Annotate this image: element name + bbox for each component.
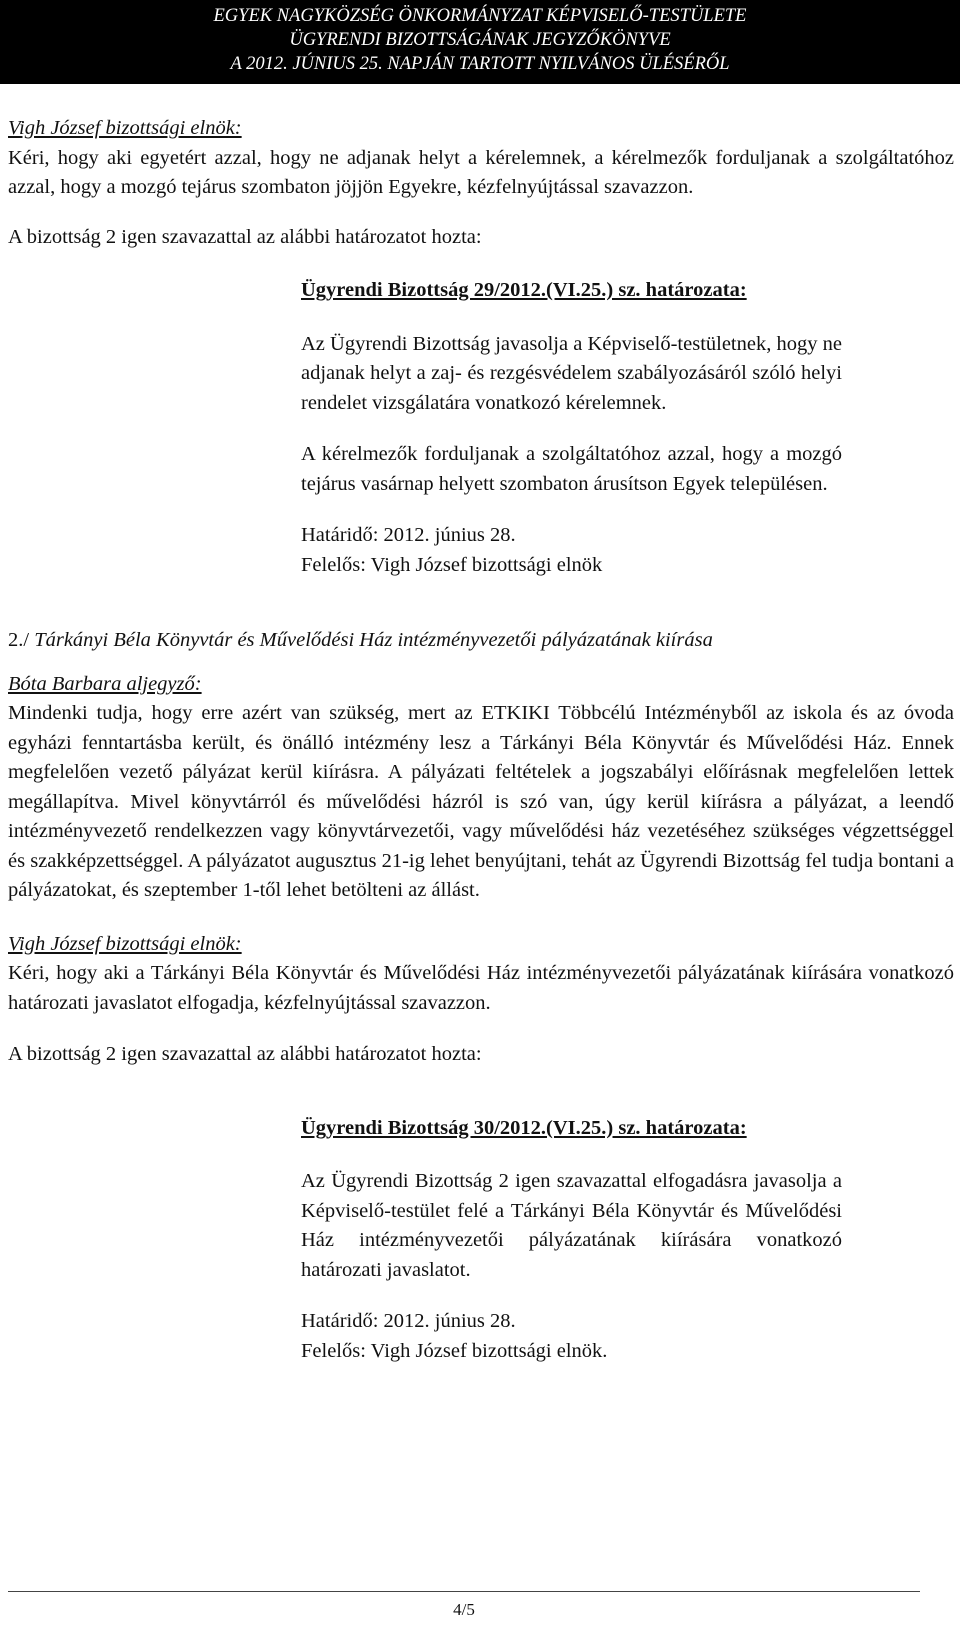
vote-result: A bizottság 2 igen szavazattal az alábbi határozatot hozta: xyxy=(8,225,482,248)
footer-divider xyxy=(8,1591,920,1592)
resolution-deadline: Határidő: 2012. június 28. xyxy=(301,1310,516,1332)
page-number: 4/5 xyxy=(453,1600,475,1619)
speech-text: Mindenki tudja, hogy erre azért van szükség, mert az ETKIKI Többcélú Intézményből az iskola és az óvoda egyházi fenntartásba került, és önálló intézmény lesz a Tárkányi Béla Könyvtár és Művelődési Ház. Ennek megfelelően vezető pályázat kerül kiírásra. A pályázati feltételek a jogszabályi előírásnak megfelelően lettek megállapítva. Mivel könyvtárról és művelődési házról is szó van, úgy kerül kiírásra a pályázat, a leendő intézményvezető rendelkezzen vagy könyvtárvezetői, vagy művelődési ház vezetéséhez szükséges végzettséggel és szakképzettséggel. A pályázatot augusztus 21-ig lehet benyújtani, tehát az Ügyrendi Bizottság fel tudja bontani a pályázatokat, és szeptember 1-től lehet betölteni az állást. xyxy=(8,702,954,901)
speaker-name: Vigh József bizottsági elnök: xyxy=(8,932,242,955)
speech-text: Kéri, hogy aki a Tárkányi Béla Könyvtár és Művelődési Ház intézményvezetői pályázatának kiírására vonatkozó határozati javaslatot elfogadja, kézfelnyújtással szavazzon. xyxy=(8,962,954,1014)
header-line-1: EGYEK NAGYKÖZSÉG ÖNKORMÁNYZAT KÉPVISELŐ-TESTÜLETE xyxy=(213,6,747,26)
speech-text: Kéri, hogy aki egyetért azzal, hogy ne adjanak helyt a kérelemnek, a kérelmezők forduljanak a szolgáltatóhoz azzal, hogy a mozgó tejárus szombaton jöjjön Egyekre, kézfelnyújtással szavazzon. xyxy=(8,146,954,198)
resolution-responsible: Felelős: Vigh József bizottsági elnök. xyxy=(301,1339,608,1362)
section-heading xyxy=(8,626,954,656)
resolution-deadline: Határidő: 2012. június 28. xyxy=(301,524,516,546)
document-header xyxy=(0,0,960,84)
vote-result: A bizottság 2 igen szavazattal az alábbi határozatot hozta: xyxy=(8,1043,482,1065)
resolution-title: Ügyrendi Bizottság 30/2012.(VI.25.) sz. határozata: xyxy=(301,1116,747,1139)
document-body xyxy=(8,84,954,1366)
speaker-name: Vigh József bizottsági elnök: xyxy=(8,117,242,139)
resolution-block xyxy=(301,1114,842,1367)
resolution-paragraph: Az Ügyrendi Bizottság 2 igen szavazattal elfogadásra javasolja a Képviselő-testület felé a Tárkányi Béla Könyvtár és Művelődési Ház intézményvezetői pályázatának kiírására vonatkozó határozati javaslatot. xyxy=(301,1170,842,1281)
section-number: 2./ xyxy=(8,629,30,651)
speaker-name: Bóta Barbara aljegyző: xyxy=(8,672,202,695)
resolution-paragraph: A kérelmezők forduljanak a szolgáltatóhoz azzal, hogy a mozgó tejárus vasárnap helyett szombaton árusítson Egyek településen. xyxy=(301,443,842,495)
resolution-title: Ügyrendi Bizottság 29/2012.(VI.25.) sz. határozata: xyxy=(301,279,747,301)
resolution-block xyxy=(301,276,842,580)
section-title: Tárkányi Béla Könyvtár és Művelődési Ház intézményvezetői pályázatának kiírása xyxy=(34,629,713,651)
header-line-2: ÜGYRENDI BIZOTTSÁGÁNAK JEGYZŐKÖNYVE xyxy=(289,30,671,50)
header-line-3: A 2012. JÚNIUS 25. NAPJÁN TARTOTT NYILVÁNOS ÜLÉSÉRŐL xyxy=(230,54,730,74)
resolution-paragraph: Az Ügyrendi Bizottság javasolja a Képviselő-testületnek, hogy ne adjanak helyt a zaj- és rezgésvédelem szabályozásáról szóló helyi rendelet vizsgálatára vonatkozó kérelemnek. xyxy=(301,332,842,414)
resolution-responsible: Felelős: Vigh József bizottsági elnök xyxy=(301,553,603,576)
